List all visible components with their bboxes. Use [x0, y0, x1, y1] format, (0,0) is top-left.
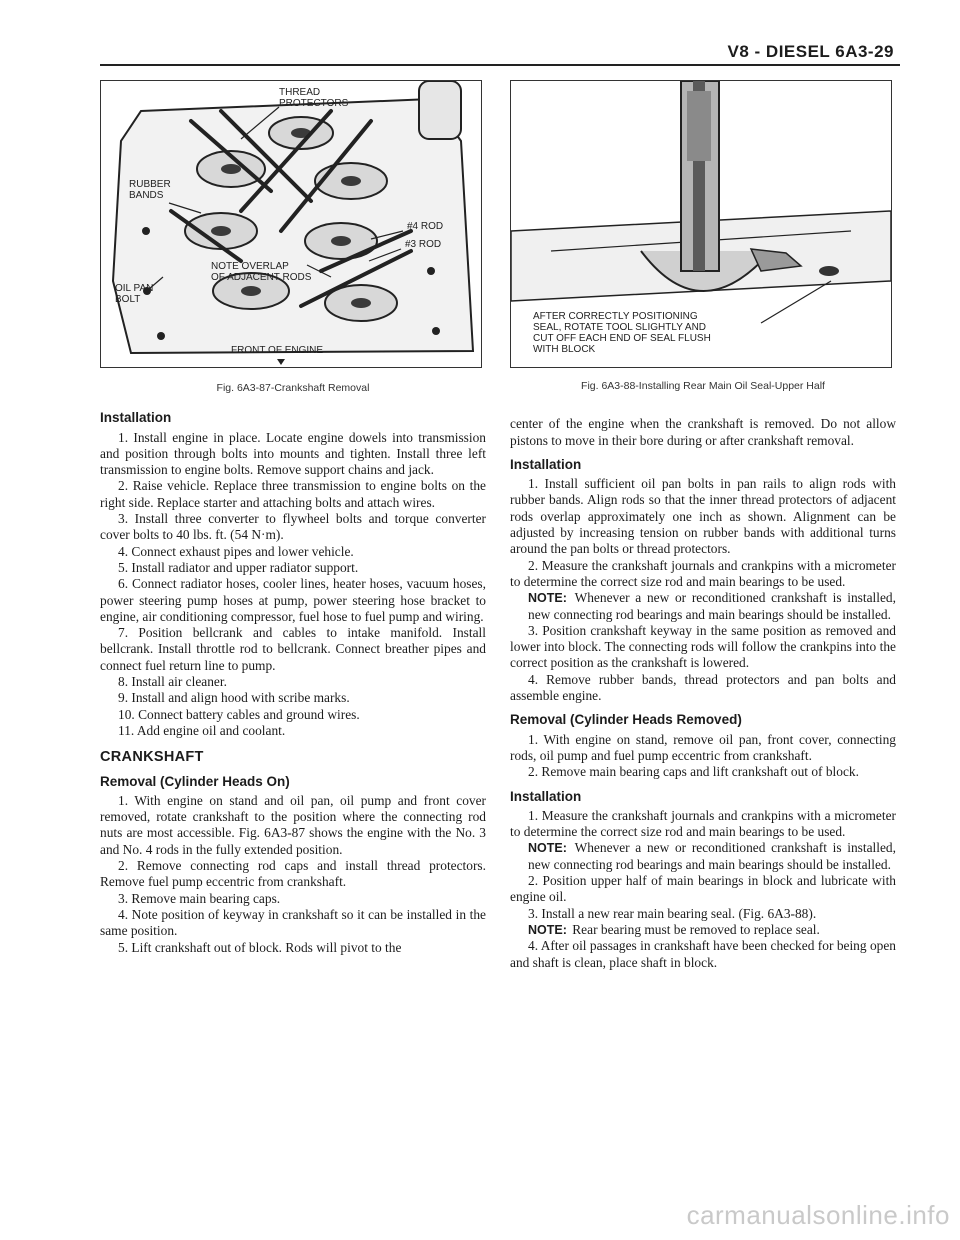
install-step: 3. Install a new rear main bearing seal. (Fig. 6A3-88).: [528, 905, 817, 921]
install-step: 1. Install engine in place. Locate engine dowels into transmission and position through bolts into mounts and tighten. Install three left transmission to engine bolts. Remove support chains and jack.: [100, 429, 486, 478]
page-header-title: V8 - DIESEL 6A3-29: [727, 42, 894, 61]
install-step: 5. Install radiator and upper radiator support.: [118, 559, 359, 575]
install-step: 10. Connect battery cables and ground wires.: [118, 706, 360, 722]
watermark-text: carmanualsonline.info: [686, 1200, 950, 1230]
rear-main-seal-figure: [510, 80, 892, 368]
note: [528, 840, 896, 873]
installation-heading: Installation: [510, 456, 582, 472]
removal-step: 3. Remove main bearing caps.: [118, 890, 281, 906]
note: [528, 590, 896, 623]
left-column: [100, 80, 486, 956]
installation-heading: Installation: [100, 410, 172, 426]
figure2-caption: Fig. 6A3-88-Installing Rear Main Oil Seal-Upper Half: [581, 380, 825, 392]
install-step: 4. Connect exhaust pipes and lower vehicle.: [118, 543, 354, 559]
crankshaft-heading: CRANKSHAFT: [100, 749, 204, 766]
label-rod-4: #4 ROD: [407, 221, 444, 232]
removal-step: 1. With engine on stand, remove oil pan, front cover, connecting rods, oil pump and fuel pump eccentric from crankshaft.: [510, 731, 896, 763]
install-step: 7. Position bellcrank and cables to intake manifold. Install bellcrank. Install throttle rod to bellcrank. Connect breather pipes and connect fuel return line to pump.: [100, 625, 486, 673]
crankshaft-removal-figure: [100, 80, 482, 368]
removal-heads-on-heading: Removal (Cylinder Heads On): [100, 773, 290, 789]
removal-step: 1. With engine on stand and oil pan, oil pump and front cover removed, rotate crankshaft to the position where the connecting rod nuts are most accessible. Fig. 6A3-87 shows the engine with the No. 3 and No. 4 rods in the fully extended position.: [100, 792, 486, 857]
label-rubber-bands: RUBBER BANDS: [129, 179, 171, 201]
note-label: NOTE:: [528, 841, 567, 856]
install-step: 9. Install and align hood with scribe marks.: [118, 690, 350, 706]
note-label: NOTE:: [528, 591, 567, 606]
install-step: 11. Add engine oil and coolant.: [118, 722, 286, 738]
install-step: 4. Remove rubber bands, thread protectors and pan bolts and assemble engine.: [510, 671, 896, 704]
label-note-overlap: NOTE OVERLAP OF ADJACENT RODS: [211, 261, 312, 283]
install-step: 3. Install three converter to flywheel bolts and torque converter cover bolts to 40 lbs. ft. (54 N·m).: [100, 511, 486, 543]
install-step: 8. Install air cleaner.: [118, 674, 227, 690]
note-text: Rear bearing must be removed to replace seal.: [572, 921, 820, 937]
removal-step: 2. Remove main bearing caps and lift crankshaft out of block.: [528, 764, 859, 780]
page-header: [100, 40, 900, 66]
install-step: 3. Position crankshaft keyway in the same position as removed and lower into block. The connecting rods will follow the crankpins into the correct position as the crankshaft is lowered.: [510, 622, 896, 671]
note-text: Whenever a new or reconditioned crankshaft is installed, new connecting rod bearings and main bearings should be installed.: [528, 590, 896, 622]
note-text: Whenever a new or reconditioned crankshaft is installed, new connecting rod bearings and main bearings should be installed.: [528, 840, 896, 872]
install-step: 6. Connect radiator hoses, cooler lines, heater hoses, vacuum hoses, power steering pump hoses at pump, power steering hose bracket to engine, air conditioning compressor, fuel hose to fuel pump and wiring.: [100, 576, 486, 624]
install-step: 1. Install sufficient oil pan bolts in pan rails to align rods with rubber bands. Align rods so that the inner thread protectors of adjacent rods overlap approximately one inch as shown. Alignment can be adjusted by increasing tension on rubber bands with additional turns around the pan bolts or thread protectors.: [510, 476, 896, 557]
install-step: 2. Measure the crankshaft journals and crankpins with a micrometer to determine the correct size rod and main bearings to be used.: [510, 557, 896, 589]
label-seal-instruction: AFTER CORRECTLY POSITIONING SEAL, ROTATE TOOL SLIGHTLY AND CUT OFF EACH END OF SEAL FLUSH WITH BLOCK: [533, 311, 711, 355]
continuation-text: center of the engine when the crankshaft is removed. Do not allow pistons to move in their bore during or after crankshaft removal.: [510, 416, 896, 448]
label-front-of-engine: FRONT OF ENGINE: [231, 345, 324, 356]
install-step: 2. Raise vehicle. Replace three transmission to engine bolts on the right side. Replace starter and attaching bolts and attach wires.: [100, 478, 486, 510]
label-oil-pan-bolt: OIL PAN BOLT: [115, 283, 154, 305]
install-step: 2. Position upper half of main bearings in block and lubricate with engine oil.: [510, 873, 896, 905]
note-label: NOTE:: [528, 922, 567, 937]
label-rod-3: #3 ROD: [405, 239, 442, 250]
right-column: [510, 80, 896, 971]
install-step: 1. Measure the crankshaft journals and crankpins with a micrometer to determine the correct size rod and main bearings to be used.: [510, 807, 896, 840]
label-thread-protectors: THREAD PROTECTORS: [279, 87, 349, 109]
removal-step: 2. Remove connecting rod caps and install thread protectors. Remove fuel pump eccentric from crankshaft.: [100, 858, 486, 890]
removal-step: 4. Note position of keyway in crankshaft so it can be installed in the same position.: [100, 906, 486, 939]
note: [528, 922, 896, 938]
installation-heading-2: Installation: [510, 788, 582, 804]
removal-step: 5. Lift crankshaft out of block. Rods will pivot to the: [118, 939, 402, 955]
figure1-caption: Fig. 6A3-87-Crankshaft Removal: [216, 382, 370, 394]
removal-heads-removed-heading: Removal (Cylinder Heads Removed): [510, 712, 742, 728]
install-step: 4. After oil passages in crankshaft have been checked for being open and shaft is clean, place shaft in block.: [510, 938, 896, 970]
